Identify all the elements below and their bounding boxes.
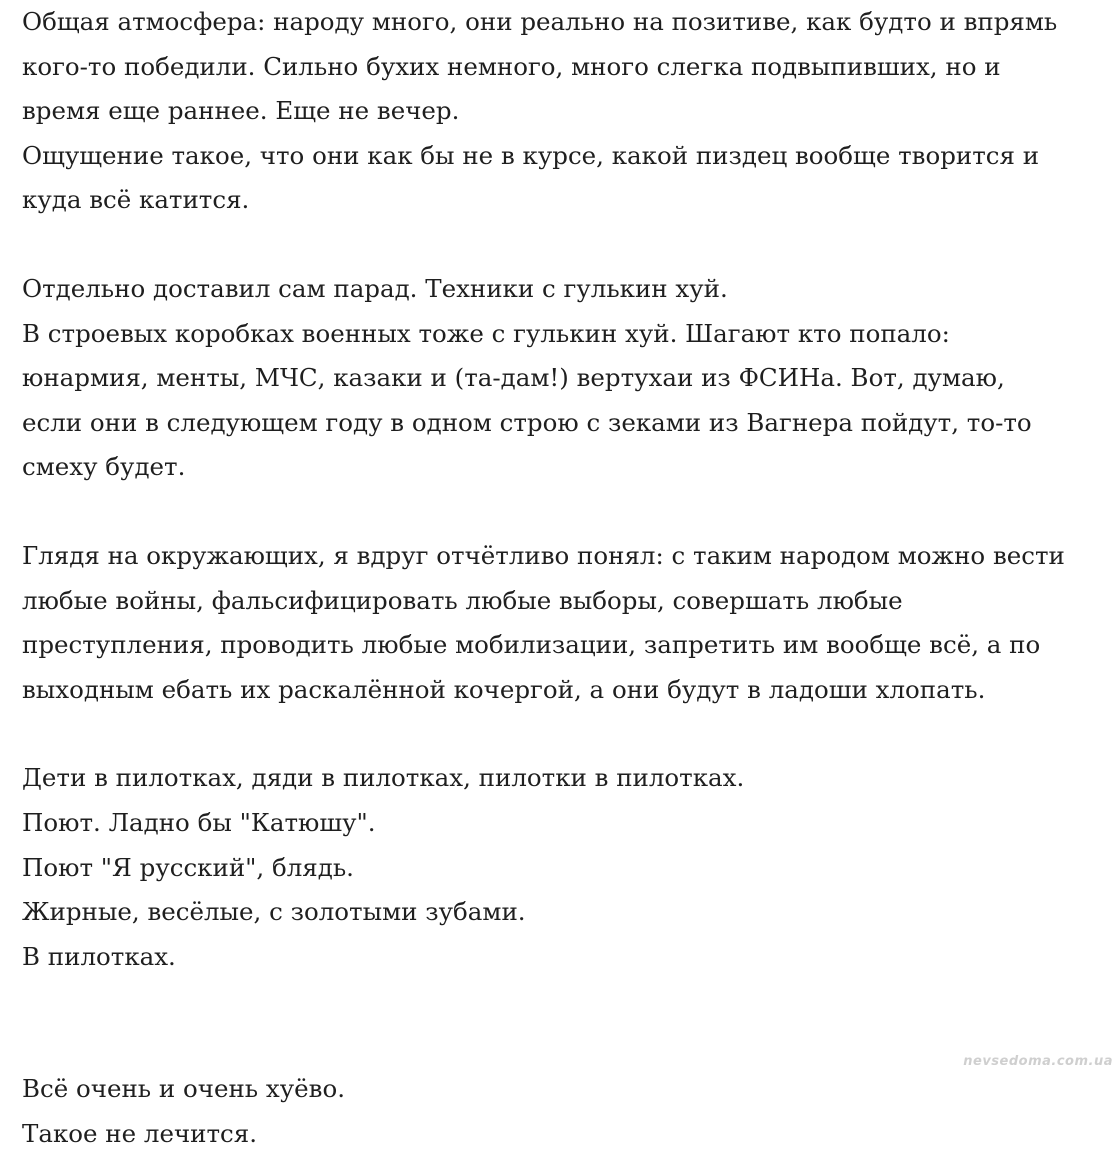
paragraph-conclusion [22,1067,1102,1156]
text-line: время еще раннее. Еще не вечер. [22,96,460,126]
text-line: Всё очень и очень хуёво. [22,1074,345,1104]
text-line: В строевых коробках военных тоже с гулькин хуй. Шагают кто попало: [22,318,950,348]
text-line: кого-то победили. Сильно бухих немного, много слегка подвыпивших, но и [22,51,1001,81]
text-line: если они в следующем году в одном строю с зеками из Вагнера пойдут, то-то [22,407,1032,437]
text-line: Жирные, весёлые, с золотыми зубами. [22,897,526,927]
text-line: Поют "Я русский", блядь. [22,852,354,882]
site-watermark: nevsedoma.com.ua [963,1054,1113,1069]
paragraph-gap [22,490,1102,534]
text-line: Глядя на окружающих, я вдруг отчётливо понял: с таким народом можно вести [22,540,1065,570]
text-line: Дети в пилотках, дяди в пилотках, пилотки в пилотках. [22,763,745,793]
paragraph-gap [22,979,1102,1067]
text-line: Ощущение такое, что они как бы не в курсе, какой пиздец вообще творится и [22,140,1040,170]
paragraph-gap [22,223,1102,267]
paragraph-gap [22,712,1102,756]
article-body [22,0,1102,1156]
text-line: юнармия, менты, МЧС, казаки и (та-дам!) вертухаи из ФСИНа. Вот, думаю, [22,363,1005,393]
text-line: любые войны, фальсифицировать любые выборы, совершать любые [22,585,903,615]
text-line: куда всё катится. [22,185,250,215]
text-line: Такое не лечится. [22,1118,258,1148]
text-line: Общая атмосфера: народу много, они реально на позитиве, как будто и впрямь [22,7,1058,36]
paragraph-atmosphere [22,0,1102,223]
paragraph-realization [22,534,1102,712]
text-line: смеху будет. [22,452,186,482]
text-line: В пилотках. [22,941,176,971]
text-line: Поют. Ладно бы "Катюшу". [22,807,376,837]
text-line: преступления, проводить любые мобилизации, запретить им вообще всё, а по [22,630,1041,660]
paragraph-pilotki [22,756,1102,979]
paragraph-parade [22,267,1102,490]
text-line: выходным ебать их раскалённой кочергой, а они будут в ладоши хлопать. [22,674,986,704]
text-line: Отдельно доставил сам парад. Техники с гулькин хуй. [22,273,728,303]
